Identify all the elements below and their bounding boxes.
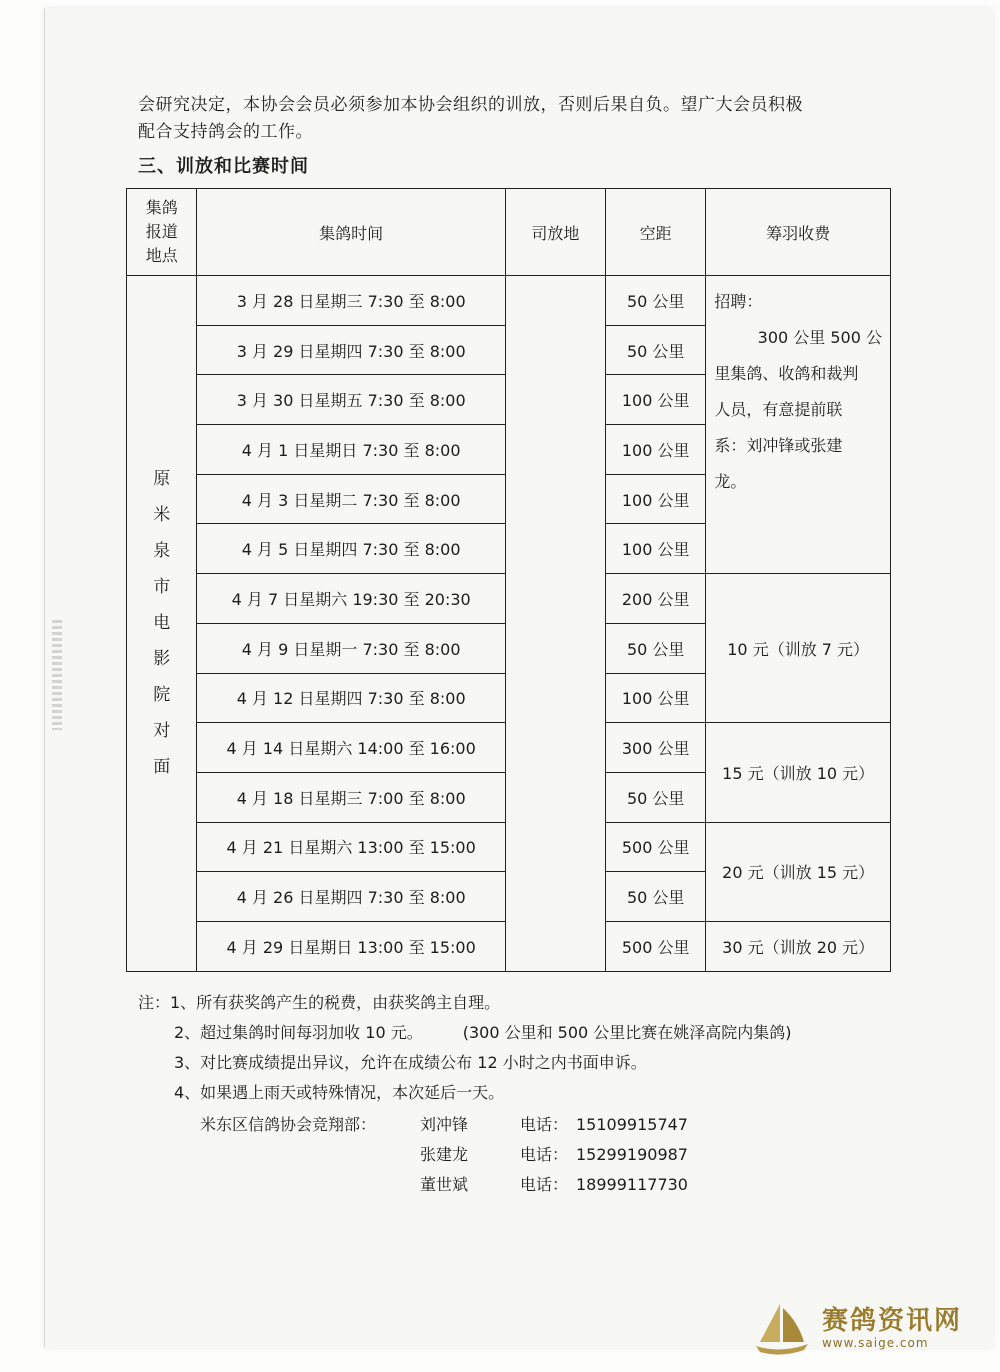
contact-phone: 15109915747 (576, 1115, 688, 1134)
section-heading: 三、训放和比赛时间 (138, 156, 309, 177)
time-cell: 4 月 26 日星期四 7:30 至 8:00 (197, 872, 505, 922)
contact-phone: 15299190987 (576, 1145, 688, 1164)
contacts-section (200, 1110, 688, 1200)
intro-line-1: 会研究决定，本协会会员必须参加本协会组织的训放，否则后果自负。望广大会员积极 (138, 95, 803, 115)
time-cell: 4 月 9 日星期一 7:30 至 8:00 (197, 623, 505, 673)
site-watermark (746, 1298, 962, 1358)
sailboat-logo-icon (746, 1298, 816, 1358)
time-cell: 4 月 12 日星期四 7:30 至 8:00 (197, 673, 505, 723)
schedule-table (126, 188, 891, 972)
distance-cell: 100 公里 (606, 474, 706, 524)
time-cell: 4 月 14 日星期六 14:00 至 16:00 (197, 723, 505, 773)
contact-phone-label: 电话： (520, 1145, 569, 1164)
time-cell: 4 月 1 日星期日 7:30 至 8:00 (197, 425, 505, 475)
time-cell: 3 月 28 日星期三 7:30 至 8:00 (197, 276, 505, 326)
distance-cell: 100 公里 (606, 673, 706, 723)
contact-phone-label: 电话： (520, 1175, 569, 1194)
time-cell: 3 月 30 日星期五 7:30 至 8:00 (197, 375, 505, 425)
intro-line-2: 配合支持鸽会的工作。 (138, 122, 313, 142)
distance-cell: 50 公里 (606, 772, 706, 822)
scan-edge-mark (52, 620, 62, 730)
header-location: 集鸽 报道 地点 (127, 189, 197, 276)
header-fee: 筹羽收费 (706, 189, 891, 276)
watermark-title: 赛鸽资讯网 (821, 1306, 962, 1336)
distance-cell: 500 公里 (606, 921, 706, 971)
time-cell: 3 月 29 日星期四 7:30 至 8:00 (197, 325, 505, 375)
fee-cell: 10 元（训放 7 元） (706, 574, 891, 723)
contact-row (200, 1140, 688, 1170)
distance-cell: 300 公里 (606, 723, 706, 773)
time-cell: 4 月 5 日星期四 7:30 至 8:00 (197, 524, 505, 574)
contact-name: 刘冲锋 (420, 1115, 469, 1134)
header-distance: 空距 (606, 189, 706, 276)
fee-cell: 15 元（训放 10 元） (706, 723, 891, 822)
distance-cell: 200 公里 (606, 574, 706, 624)
watermark-url: www.saige.com (821, 1336, 929, 1350)
distance-cell: 50 公里 (606, 325, 706, 375)
distance-cell: 100 公里 (606, 375, 706, 425)
fee-cell: 30 元（训放 20 元） (706, 921, 891, 971)
header-place: 司放地 (505, 189, 605, 276)
intro-paragraph (138, 92, 898, 146)
table-row (127, 276, 891, 326)
time-cell: 4 月 3 日星期二 7:30 至 8:00 (197, 474, 505, 524)
contact-phone: 18999117730 (576, 1175, 688, 1194)
contact-name: 董世斌 (420, 1175, 469, 1194)
note-1: 注：1、所有获奖鸽产生的税费，由获奖鸽主自理。 (138, 993, 501, 1012)
note-2-text: 2、超过集鸽时间每羽加收 10 元。 (174, 1023, 423, 1042)
table-header-row (127, 189, 891, 276)
location-cell: 原 米 泉 市 电 影 院 对 面 (127, 276, 197, 972)
distance-cell: 50 公里 (606, 276, 706, 326)
note-4: 4、如果遇上雨天或特殊情况，本次延后一天。 (174, 1083, 505, 1102)
time-cell: 4 月 18 日星期三 7:00 至 8:00 (197, 772, 505, 822)
distance-cell: 50 公里 (606, 872, 706, 922)
notes-section (138, 988, 938, 1108)
distance-cell: 50 公里 (606, 623, 706, 673)
note-2 (138, 1018, 938, 1048)
time-cell: 4 月 29 日星期日 13:00 至 15:00 (197, 921, 505, 971)
time-cell: 4 月 21 日星期六 13:00 至 15:00 (197, 822, 505, 872)
time-cell: 4 月 7 日星期六 19:30 至 20:30 (197, 574, 505, 624)
header-time: 集鸽时间 (197, 189, 505, 276)
note-3: 3、对比赛成绩提出异议，允许在成绩公布 12 小时之内书面申诉。 (174, 1053, 647, 1072)
fee-note-cell: 招聘： 300 公里 500 公 里集鸽、收鸽和裁判 人员，有意提前联 系：刘冲锋或张建 龙。 (706, 276, 891, 574)
distance-cell: 500 公里 (606, 822, 706, 872)
contact-phone-label: 电话： (520, 1115, 569, 1134)
distance-cell: 100 公里 (606, 425, 706, 475)
contact-row (200, 1170, 688, 1200)
distance-cell: 100 公里 (606, 524, 706, 574)
note-2-extra: (300 公里和 500 公里比赛在姚泽高院内集鸽) (462, 1023, 792, 1042)
contact-dept: 米东区信鸽协会竞翔部： (200, 1115, 377, 1134)
place-cell (505, 276, 605, 972)
contact-name: 张建龙 (420, 1145, 469, 1164)
contact-row (200, 1110, 688, 1140)
fee-cell: 20 元（训放 15 元） (706, 822, 891, 921)
